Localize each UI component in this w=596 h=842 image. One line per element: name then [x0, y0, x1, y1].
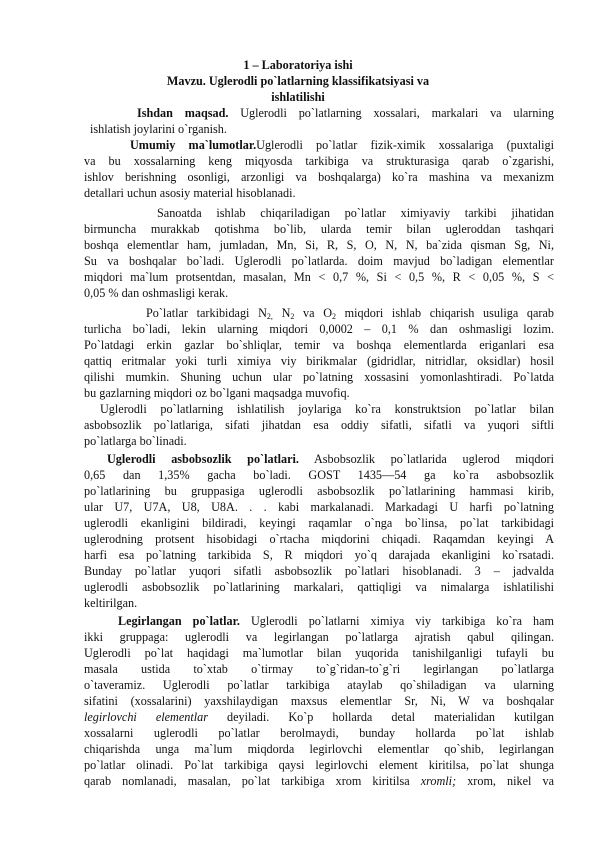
- tool-line-5: uglerodli ekanligini bildiradi, keyingi raqamlar o`nga bo`linsa, po`lat tarkibidagi: [84, 516, 554, 530]
- alloy-line-10: po`latlar olinadi. Po`lat tarkibiga qaysi legirlovchi element kiritilsa, po`lat shunga: [84, 758, 554, 772]
- alloy-line-6: sifatini (xossalarini) yaxshilaydigan maxsus elementlar Sr, Ni, W va boshqalar: [84, 694, 554, 708]
- info-line-3: ishlov berishning osonligi, arzonligi va boshqalarga) ko`ra mashina va mexanizm: [84, 170, 554, 184]
- lab-title: 1 – Laboratoriya ishi: [243, 58, 353, 72]
- gas-line-2: turlicha bo`ladi, lekin ularning miqdori 0,0002 – 0,1 % dan oshmasligi lozim.: [84, 322, 554, 336]
- alloy-term-chromium: xromli;: [420, 774, 457, 788]
- tool-line-1: Uglerodli asbobsozlik po`latlari. Asbobsozlik po`latlarida uglerod miqdori: [107, 452, 554, 466]
- prod-line-5: miqdori ma`lum protsentdan, masalan, Mn < 0,7 %, Si < 0,5 %, R < 0,05 %, S <: [84, 270, 554, 284]
- prod-line-4: Su va boshqalar bo`ladi. Uglerodli po`latlarda. doim mavjud bo`ladigan elementlar: [84, 254, 554, 268]
- gas-line-1: Po`latlar tarkibidagi $N_{2,}$ $N_2$ va $O_2$ miqdori ishlab chiqarish usuliga qarab: [146, 306, 554, 321]
- alloy-term: legirlovchi elementlar: [84, 710, 208, 724]
- prod-line-2: birmuncha murakkab qotishma bo`lib, ularda temir bilan ugleroddan tashqari: [84, 222, 554, 236]
- alloy-line-7: legirlovchi elementlar deyiladi. Ko`p hollarda detal materialidan kutilgan: [84, 710, 554, 724]
- tool-line-7: harfi esa po`latning tarkibida S, R miqdori yo`q darajada ekanligini ko`rsatadi.: [84, 548, 554, 562]
- class-line-3: po`latlarga bo`linadi.: [84, 434, 187, 448]
- info-label: Umumiy ma`lumotlar.: [130, 138, 257, 152]
- info-line-1: Umumiy ma`lumotlar.Uglerodli po`latlar fizik-ximik xossalariga (puxtaligi: [130, 138, 554, 152]
- tool-line-3: po`latlarining bu gruppasiga uglerodli asbobsozlik po`latlarining hammasi kirib,: [84, 484, 554, 498]
- tool-line-2: 0,65 dan 1,35% gacha bo`ladi. GOST 1435—54 ga ko`ra asbobsozlik: [84, 468, 554, 482]
- prod-line-1: Sanoatda ishlab chiqariladigan po`latlar ximiyaviy tarkibi jihatidan: [157, 206, 554, 220]
- tool-line-8: Bunday po`latlar yuqori sifatli asbobsozlik po`latlari hisoblanadi. 3 – jadvalda: [84, 564, 554, 578]
- gas-line-3: Po`latdagi erkin gazlar bo`shliqlar, temir va boshqa elementlarda eriganlari esa: [84, 338, 554, 352]
- goal-label: Ishdan maqsad.: [137, 106, 229, 120]
- tool-label: Uglerodli asbobsozlik po`latlari.: [107, 452, 299, 466]
- info-line-2: va bu xossalarning keng miqyosda tarkibiga va strukturasiga qarab o`zgarishi,: [84, 154, 554, 168]
- gas-line-5: qilishi mumkin. Shuning uchun ular po`latning xossasini yomonlashtiradi. Po`latda: [84, 370, 554, 384]
- topic-title-line-1: Mavzu. Uglerodli po`latlarning klassifikatsiyasi va: [166, 74, 430, 88]
- gas-line-4: qattiq eritmalar yoki turli ximiya viy birikmalar (gidridlar, nitridlar, oksidlar) hosil: [84, 354, 554, 368]
- alloy-line-9: chiqarishda unga ma`lum miqdorda legirlovchi elementlar qo`shib, legirlangan: [84, 742, 554, 756]
- info-line-4: detallari uchun asosiy material hisoblanadi.: [84, 186, 296, 200]
- tool-line-10: keltirilgan.: [84, 596, 138, 610]
- alloy-line-5: o`taveramiz. Uglerodli po`latlar tarkibiga ataylab qo`shiladigan va ularning: [84, 678, 554, 692]
- alloy-line-3: Uglerodli po`lat haqidagi ma`lumotlar bilan yuqorida tanishilganligi tufayli bu: [84, 646, 554, 660]
- prod-line-3: boshqa elementlar ham, jumladan, Mn, Si, R, S, O, N, N, ba`zida qisman Sg, Ni,: [84, 238, 554, 252]
- alloy-line-2: ikki gruppaga: uglerodli va legirlangan po`latlarga ajratish qabul qilingan.: [84, 630, 554, 644]
- tool-line-9: uglerodli asbobsozlik po`latlarining markalari, qattiqligi va nimalarga ishlatilishi: [84, 580, 554, 594]
- topic-title-line-2: ishlatilishi: [271, 90, 325, 104]
- alloy-line-4: masala ustida to`xtab o`tirmay to`g`ridan-to`g`ri legirlangan po`latlarga: [84, 662, 554, 676]
- tool-line-4: ular U7, U7A, U8, U8A. . . kabi markalanadi. Markadagi U harfi po`latning: [84, 500, 554, 514]
- alloy-line-1: Legirlangan po`latlar. Uglerodli po`latlarni ximiya viy tarkibiga ko`ra ham: [118, 614, 554, 628]
- alloy-line-8: xossalarni uglerodli po`latlar berolmaydi, bunday hollarda po`lat ishlab: [84, 726, 554, 740]
- goal-line-1: Ishdan maqsad. Uglerodli po`latlarning xossalari, markalari va ularning: [137, 106, 555, 120]
- goal-line-2: ishlatish joylarini o`rganish.: [90, 122, 227, 136]
- class-line-2: asbobsozlik po`latlariga, sifati jihatdan esa oddiy sifatli, sifatli va yuqori siftli: [84, 418, 554, 432]
- alloy-label: Legirlangan po`latlar.: [118, 614, 240, 628]
- tool-line-6: uglerodning protsent hisobidagi o`rtacha miqdorini chiqadi. Raqamdan keyingi A: [84, 532, 554, 546]
- gas-line-6: bu gazlarning miqdori oz bo`lgani maqsadga muvofiq.: [84, 386, 350, 400]
- prod-line-6: 0,05 % dan oshmasligi kerak.: [84, 286, 229, 300]
- alloy-line-11: qarab nomlanadi, masalan, po`lat tarkibiga xrom kiritilsa xromli; xrom, nikel va: [84, 774, 554, 788]
- class-line-1: Uglerodli po`latlarning ishlatilish joylariga ko`ra konstruktsion po`latlar bilan: [100, 402, 554, 416]
